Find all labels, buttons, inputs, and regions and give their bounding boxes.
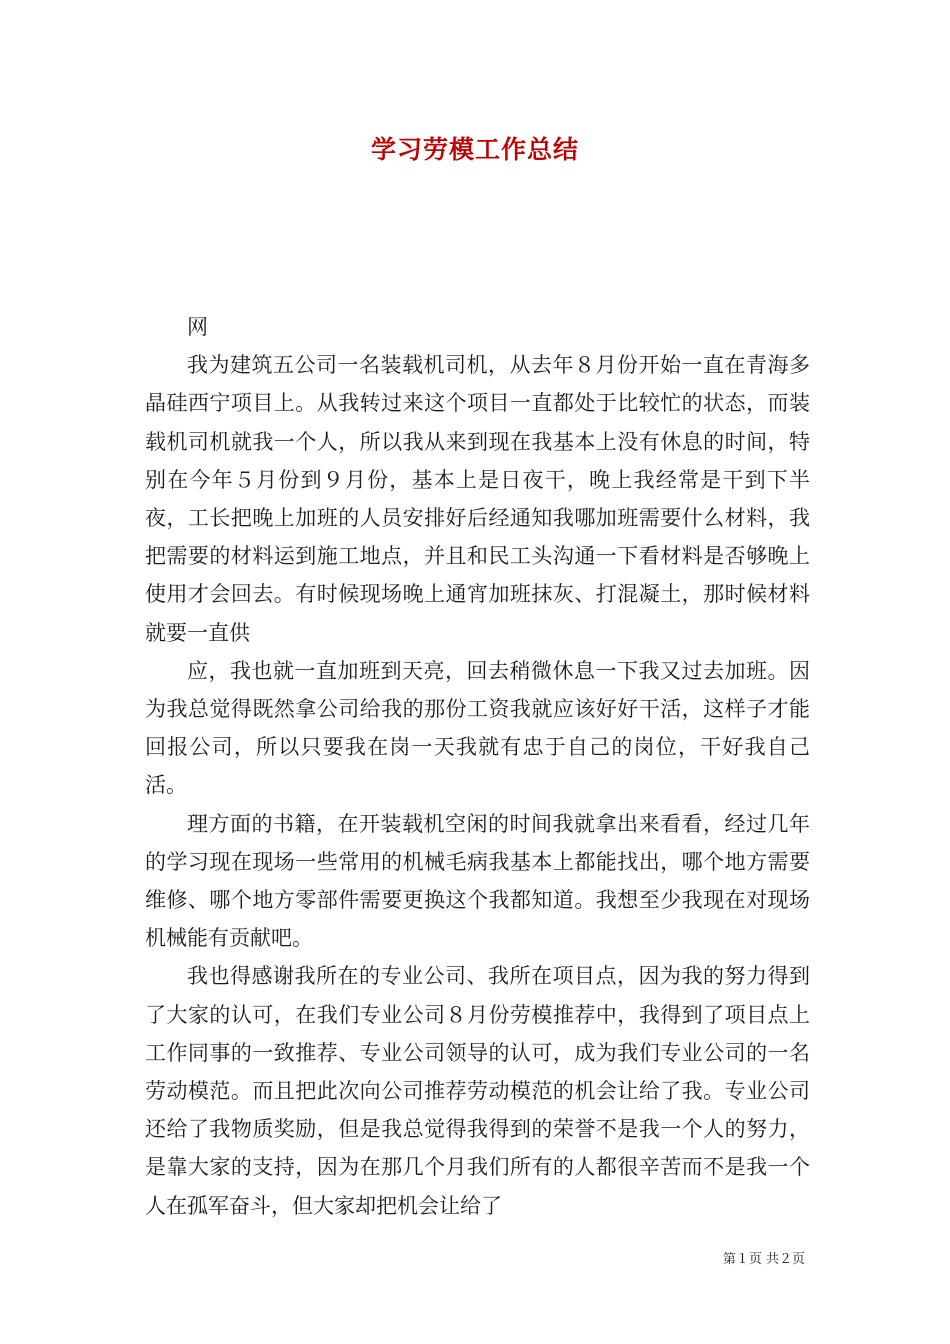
paragraph: 我也得感谢我所在的专业公司、我所在项目点，因为我的努力得到了大家的认可，在我们专业公司８月份劳模推荐中，我得到了项目点上工作同事的一致推荐、专业公司领导的认可，成为我们专业公司的一名劳动模范。而且把此次向公司推荐劳动模范的机会让给了我。专业公司还给了我物质奖励，但是我总觉得我得到的荣誉不是我一个人的努力，是靠大家的支持，因为在那几个月我们所有的人都很辛苦而不是我一个人在孤军奋斗，但大家却把机会让给了 — [145, 964, 810, 1218]
paragraph: 网 — [187, 315, 208, 339]
page-number-footer: 第１页 共２页 — [722, 1252, 805, 1267]
paragraph: 理方面的书籍，在开装载机空闲的时间我就拿出来看看，经过几年的学习现在现场一些常用的机械毛病我基本上都能找出，哪个地方需要维修、哪个地方零部件需要更换这个我都知道。我想至少我现在对现场机械能有贡献吧。 — [145, 811, 810, 951]
paragraph: 应，我也就一直加班到天亮，回去稍微休息一下我又过去加班。因为我总觉得既然拿公司给我的那份工资我就应该好好干活，这样子才能回报公司，所以只要我在岗一天我就有忠于自己的岗位，干好我自己活。 — [145, 658, 810, 798]
page-title: 学习劳模工作总结 — [370, 135, 579, 164]
paragraph: 我为建筑五公司一名装载机司机，从去年８月份开始一直在青海多晶硅西宁项目上。从我转过来这个项目一直都处于比较忙的状态，而装载机司机就我一个人，所以我从来到现在我基本上没有休息的时间，特别在今年５月份到９月份，基本上是日夜干，晚上我经常是干到下半夜，工长把晚上加班的人员安排好后经通知我哪加班需要什么材料，我把需要的材料运到施工地点，并且和民工头沟通一下看材料是否够晚上使用才会回去。有时候现场晚上通宵加班抹灰、打混凝土，那时候材料就要一直供 — [145, 353, 810, 645]
document-body — [145, 308, 810, 1225]
